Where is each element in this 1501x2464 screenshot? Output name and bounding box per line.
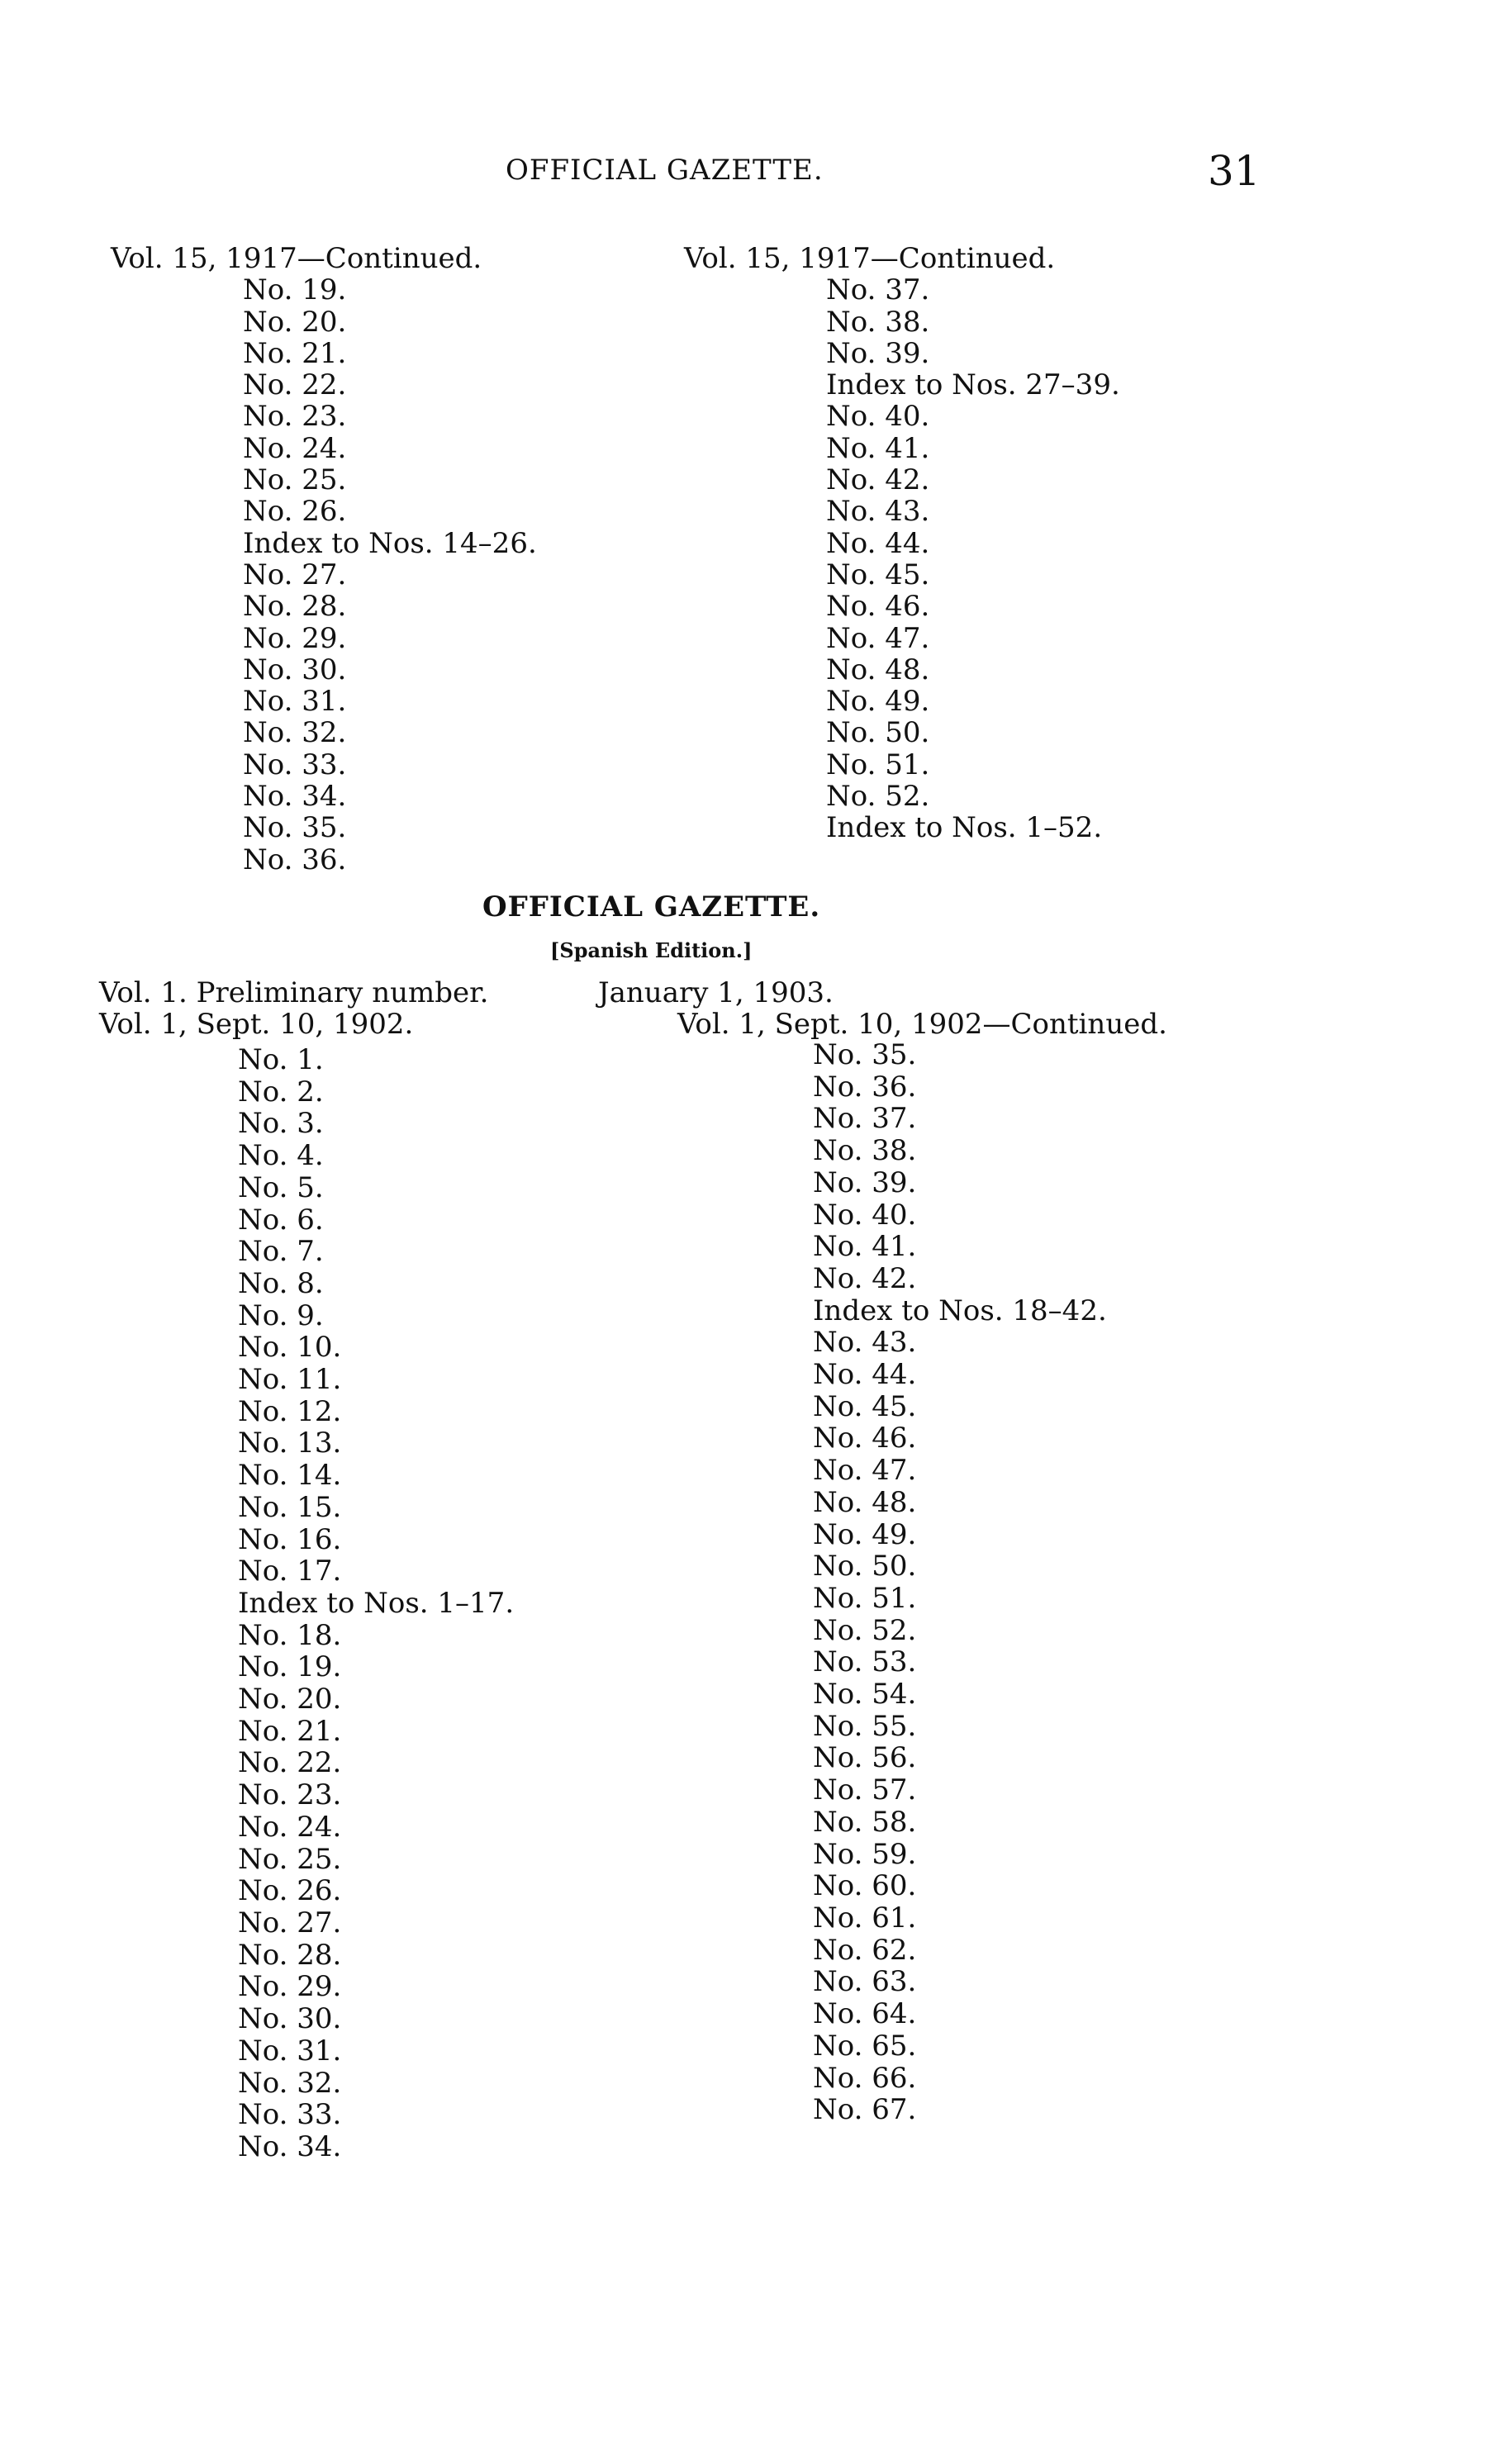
list-item: No. 36. — [813, 1070, 917, 1104]
index-entry: Index to Nos. 18–42. — [813, 1294, 1107, 1327]
list-item: No. 7. — [238, 1235, 324, 1269]
list-item: No. 22. — [243, 368, 347, 402]
list-item: No. 29. — [238, 1970, 342, 2004]
list-item: No. 1. — [238, 1043, 324, 1076]
list-item: No. 6. — [238, 1203, 324, 1237]
vol15-right-heading: Vol. 15, 1917—Continued. — [684, 242, 1056, 275]
list-item: No. 53. — [813, 1645, 917, 1679]
list-item: No. 58. — [813, 1805, 917, 1839]
list-item: No. 39. — [813, 1166, 917, 1199]
list-item: No. 49. — [813, 1517, 917, 1551]
list-item: No. 30. — [238, 2002, 342, 2036]
list-item: No. 32. — [243, 716, 347, 750]
list-item: No. 37. — [826, 273, 930, 307]
list-item: No. 63. — [813, 1965, 917, 1999]
list-item: No. 2. — [238, 1075, 324, 1109]
list-item: No. 18. — [238, 1618, 342, 1652]
list-item: No. 67. — [813, 2093, 917, 2127]
list-item: No. 8. — [238, 1266, 324, 1300]
spanish-right-list — [813, 1039, 1107, 2126]
list-item: No. 57. — [813, 1773, 917, 1807]
preliminary-number-label: Vol. 1. Preliminary number. — [99, 976, 489, 1009]
list-item: No. 44. — [813, 1358, 917, 1392]
list-item: No. 26. — [238, 1874, 342, 1908]
list-item: No. 15. — [238, 1490, 342, 1524]
vol15-left-heading: Vol. 15, 1917—Continued. — [111, 242, 482, 275]
spanish-left-list — [238, 1044, 514, 2163]
list-item: No. 51. — [813, 1581, 917, 1615]
list-item: No. 40. — [826, 400, 930, 434]
list-item: No. 13. — [238, 1427, 342, 1460]
list-item: No. 38. — [813, 1134, 917, 1168]
list-item: No. 40. — [813, 1198, 917, 1232]
list-item: No. 65. — [813, 2029, 917, 2063]
list-item: No. 34. — [243, 780, 347, 814]
list-item: No. 44. — [826, 526, 930, 560]
spanish-edition-subtitle: [Spanish Edition.] — [550, 938, 753, 962]
list-item: No. 55. — [813, 1709, 917, 1743]
list-item: No. 9. — [238, 1298, 324, 1332]
list-item: No. 24. — [243, 431, 347, 465]
list-item: No. 48. — [813, 1485, 917, 1519]
list-item: No. 29. — [243, 621, 347, 655]
list-item: No. 27. — [243, 558, 347, 591]
index-entry: Index to Nos. 1–17. — [238, 1586, 515, 1620]
vol15-left-column — [111, 243, 537, 876]
list-item: No. 28. — [238, 1938, 342, 1972]
list-item: No. 41. — [826, 431, 930, 465]
list-item: No. 61. — [813, 1901, 917, 1935]
list-item: No. 24. — [238, 1810, 342, 1844]
list-item: No. 52. — [813, 1613, 917, 1647]
list-item: No. 37. — [813, 1102, 917, 1136]
list-item: No. 34. — [238, 2129, 342, 2163]
list-item: No. 54. — [813, 1678, 917, 1712]
list-item: No. 3. — [238, 1107, 324, 1141]
list-item: No. 41. — [813, 1230, 917, 1264]
list-item: No. 11. — [238, 1363, 342, 1397]
list-item: No. 36. — [243, 843, 347, 876]
index-entry: Index to Nos. 27–39. — [826, 368, 1120, 402]
list-item: No. 20. — [238, 1683, 342, 1716]
list-item: No. 47. — [813, 1454, 917, 1488]
list-item: No. 45. — [813, 1389, 917, 1423]
list-item: No. 12. — [238, 1394, 342, 1428]
list-item: No. 46. — [813, 1422, 917, 1455]
list-item: No. 5. — [238, 1170, 324, 1204]
list-item: No. 26. — [243, 495, 347, 529]
list-item: No. 22. — [238, 1746, 342, 1780]
list-item: No. 16. — [238, 1522, 342, 1556]
vol15-right-column — [684, 243, 1120, 844]
list-item: No. 62. — [813, 1933, 917, 1967]
list-item: No. 19. — [243, 273, 347, 307]
list-item: No. 60. — [813, 1869, 917, 1903]
list-item: No. 45. — [826, 558, 930, 591]
list-item: No. 64. — [813, 1997, 917, 2031]
list-item: No. 30. — [243, 653, 347, 686]
list-item: No. 46. — [826, 590, 930, 624]
list-item: No. 39. — [826, 336, 930, 370]
vol1-left-heading: Vol. 1, Sept. 10, 1902. — [99, 1008, 414, 1041]
index-entry: Index to Nos. 14–26. — [243, 526, 537, 560]
list-item: No. 38. — [826, 305, 930, 339]
list-item: No. 17. — [238, 1555, 342, 1588]
list-item: No. 47. — [826, 621, 930, 655]
list-item: No. 25. — [243, 463, 347, 497]
list-item: No. 49. — [826, 685, 930, 719]
list-item: No. 21. — [243, 336, 347, 370]
vol1-right-heading: Vol. 1, Sept. 10, 1902—Continued. — [677, 1008, 1167, 1041]
list-item: No. 4. — [238, 1139, 324, 1173]
list-item: No. 35. — [813, 1038, 917, 1071]
list-item: No. 32. — [238, 2066, 342, 2100]
list-item: No. 23. — [238, 1778, 342, 1812]
list-item: No. 27. — [238, 1906, 342, 1939]
list-item: No. 42. — [813, 1261, 917, 1295]
list-item: No. 10. — [238, 1331, 342, 1365]
list-item: No. 52. — [826, 780, 930, 814]
index-entry: Index to Nos. 1–52. — [826, 811, 1103, 845]
list-item: No. 42. — [826, 463, 930, 497]
vol15-left-list — [111, 274, 537, 876]
list-item: No. 20. — [243, 305, 347, 339]
spanish-edition-title: OFFICIAL GAZETTE. — [482, 890, 821, 923]
list-item: No. 33. — [243, 748, 347, 781]
list-item: No. 59. — [813, 1837, 917, 1871]
list-item: No. 50. — [813, 1550, 917, 1583]
list-item: No. 33. — [238, 2098, 342, 2132]
running-title: OFFICIAL GAZETTE. — [506, 154, 824, 187]
list-item: No. 48. — [826, 653, 930, 686]
list-item: No. 66. — [813, 2061, 917, 2095]
list-item: No. 51. — [826, 748, 930, 781]
list-item: No. 43. — [813, 1326, 917, 1360]
list-item: No. 31. — [238, 2034, 342, 2068]
list-item: No. 14. — [238, 1459, 342, 1493]
list-item: No. 50. — [826, 716, 930, 750]
list-item: No. 56. — [813, 1741, 917, 1775]
list-item: No. 21. — [238, 1714, 342, 1748]
vol15-right-list — [684, 274, 1120, 843]
list-item: No. 31. — [243, 685, 347, 719]
preliminary-number-date: January 1, 1903. — [598, 976, 834, 1009]
list-item: No. 28. — [243, 590, 347, 624]
page-number: 31 — [1208, 147, 1261, 195]
list-item: No. 19. — [238, 1650, 342, 1684]
list-item: No. 35. — [243, 811, 347, 845]
list-item: No. 23. — [243, 400, 347, 434]
list-item: No. 43. — [826, 495, 930, 529]
list-item: No. 25. — [238, 1842, 342, 1876]
